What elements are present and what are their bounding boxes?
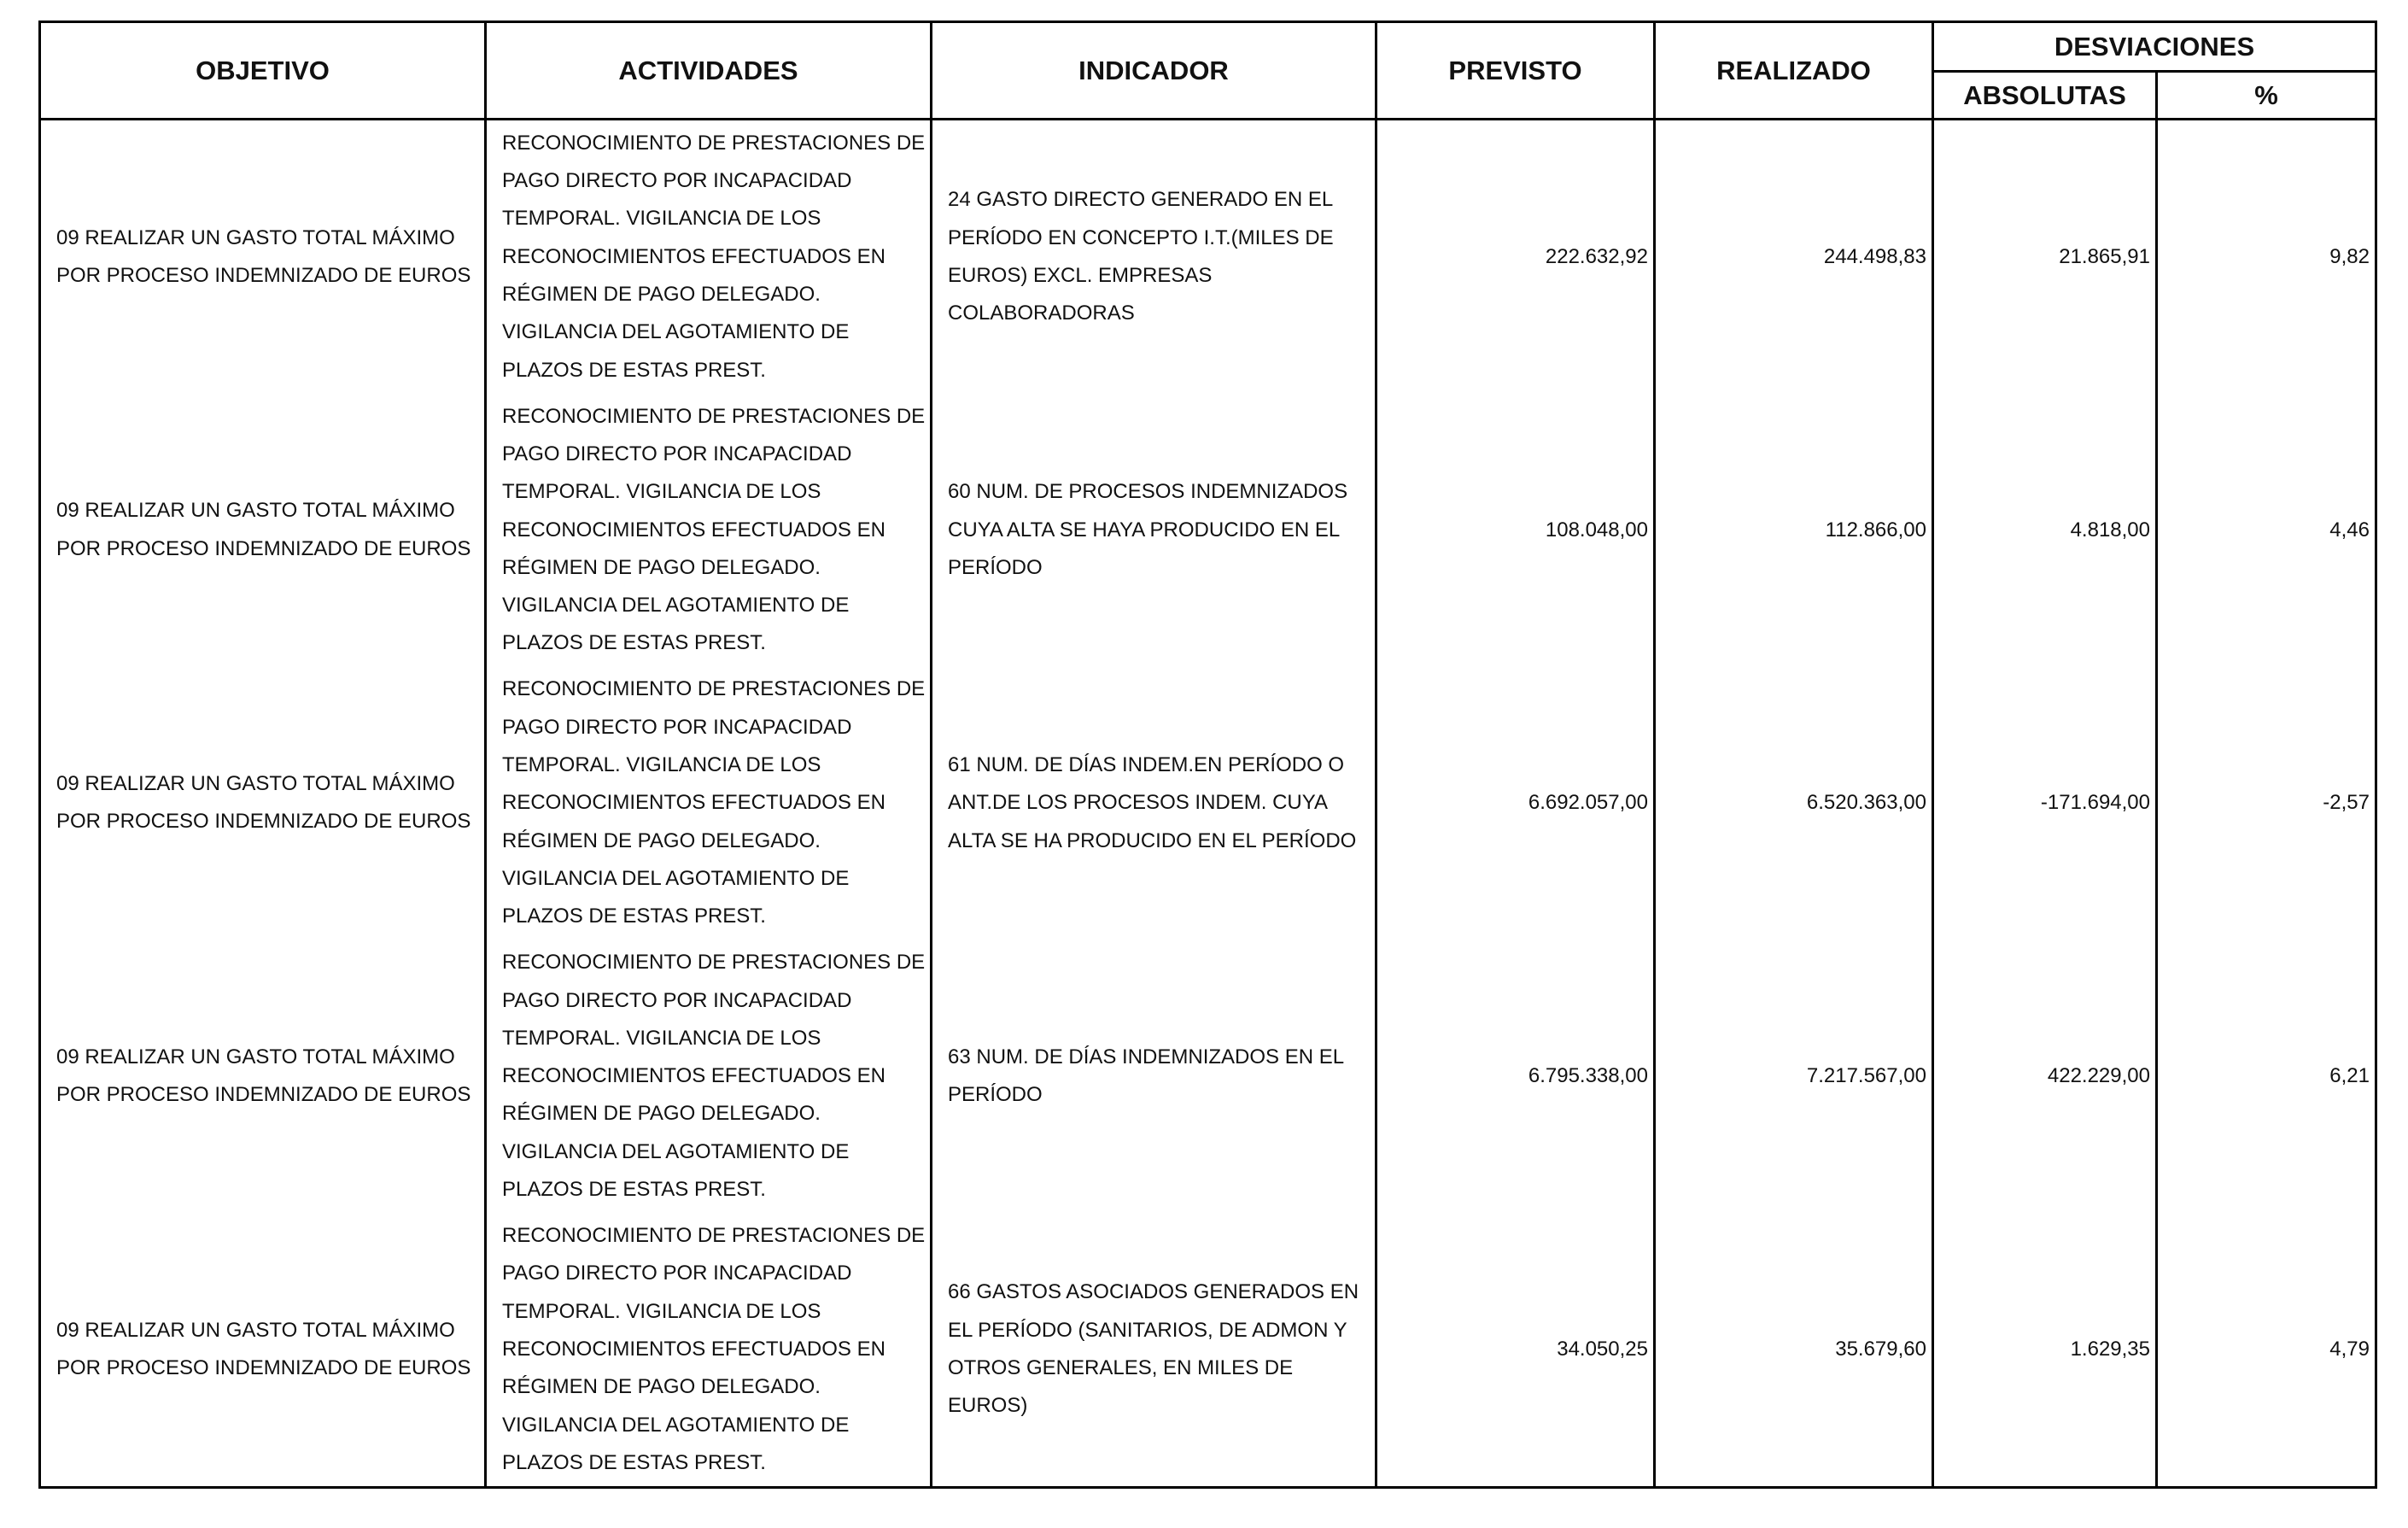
cell-absolutas: 422.229,00	[1933, 940, 2157, 1213]
cell-absolutas: -171.694,00	[1933, 667, 2157, 940]
cell-porcentaje: -2,57	[2157, 667, 2376, 940]
cell-actividades: RECONOCIMIENTO DE PRESTACIONES DE PAGO DIRECTO POR INCAPACIDAD TEMPORAL. VIGILANCIA DE LOS RECONOCIMIENTOS EFECTUADOS EN RÉGIMEN DE PAGO DELEGADO. VIGILANCIA DEL AGOTAMIENTO DE PLAZOS DE ESTAS PREST.	[486, 940, 932, 1213]
header-actividades: ACTIVIDADES	[486, 22, 932, 120]
cell-porcentaje: 4,79	[2157, 1213, 2376, 1487]
header-realizado: REALIZADO	[1655, 22, 1933, 120]
cell-previsto: 222.632,92	[1376, 120, 1655, 394]
cell-previsto: 34.050,25	[1376, 1213, 1655, 1487]
cell-indicador: 24 GASTO DIRECTO GENERADO EN EL PERÍODO EN CONCEPTO I.T.(MILES DE EUROS) EXCL. EMPRESAS COLABORADORAS	[932, 120, 1376, 394]
cell-porcentaje: 6,21	[2157, 940, 2376, 1213]
table-row	[40, 120, 2376, 394]
cell-realizado: 7.217.567,00	[1655, 940, 1933, 1213]
table-body	[40, 120, 2376, 1488]
table-row	[40, 667, 2376, 940]
cell-objetivo: 09 REALIZAR UN GASTO TOTAL MÁXIMO POR PROCESO INDEMNIZADO DE EUROS	[40, 394, 486, 667]
header-previsto: PREVISTO	[1376, 22, 1655, 120]
cell-actividades: RECONOCIMIENTO DE PRESTACIONES DE PAGO DIRECTO POR INCAPACIDAD TEMPORAL. VIGILANCIA DE LOS RECONOCIMIENTOS EFECTUADOS EN RÉGIMEN DE PAGO DELEGADO. VIGILANCIA DEL AGOTAMIENTO DE PLAZOS DE ESTAS PREST.	[486, 667, 932, 940]
cell-objetivo: 09 REALIZAR UN GASTO TOTAL MÁXIMO POR PROCESO INDEMNIZADO DE EUROS	[40, 1213, 486, 1487]
cell-realizado: 6.520.363,00	[1655, 667, 1933, 940]
cell-realizado: 35.679,60	[1655, 1213, 1933, 1487]
cell-absolutas: 4.818,00	[1933, 394, 2157, 667]
cell-previsto: 6.795.338,00	[1376, 940, 1655, 1213]
header-porcentaje: %	[2157, 72, 2376, 120]
header-absolutas: ABSOLUTAS	[1933, 72, 2157, 120]
indicators-table	[38, 20, 2377, 1489]
cell-porcentaje: 9,82	[2157, 120, 2376, 394]
table-row	[40, 940, 2376, 1213]
header-desviaciones: DESVIACIONES	[1933, 22, 2376, 72]
cell-objetivo: 09 REALIZAR UN GASTO TOTAL MÁXIMO POR PROCESO INDEMNIZADO DE EUROS	[40, 940, 486, 1213]
cell-actividades: RECONOCIMIENTO DE PRESTACIONES DE PAGO DIRECTO POR INCAPACIDAD TEMPORAL. VIGILANCIA DE LOS RECONOCIMIENTOS EFECTUADOS EN RÉGIMEN DE PAGO DELEGADO. VIGILANCIA DEL AGOTAMIENTO DE PLAZOS DE ESTAS PREST.	[486, 120, 932, 394]
cell-previsto: 108.048,00	[1376, 394, 1655, 667]
cell-absolutas: 1.629,35	[1933, 1213, 2157, 1487]
cell-indicador: 63 NUM. DE DÍAS INDEMNIZADOS EN EL PERÍODO	[932, 940, 1376, 1213]
cell-realizado: 112.866,00	[1655, 394, 1933, 667]
header-objetivo: OBJETIVO	[40, 22, 486, 120]
cell-realizado: 244.498,83	[1655, 120, 1933, 394]
cell-indicador: 66 GASTOS ASOCIADOS GENERADOS EN EL PERÍODO (SANITARIOS, DE ADMON Y OTROS GENERALES, EN MILES DE EUROS)	[932, 1213, 1376, 1487]
cell-indicador: 61 NUM. DE DÍAS INDEM.EN PERÍODO O ANT.DE LOS PROCESOS INDEM. CUYA ALTA SE HA PRODUCIDO EN EL PERÍODO	[932, 667, 1376, 940]
cell-actividades: RECONOCIMIENTO DE PRESTACIONES DE PAGO DIRECTO POR INCAPACIDAD TEMPORAL. VIGILANCIA DE LOS RECONOCIMIENTOS EFECTUADOS EN RÉGIMEN DE PAGO DELEGADO. VIGILANCIA DEL AGOTAMIENTO DE PLAZOS DE ESTAS PREST.	[486, 394, 932, 667]
cell-objetivo: 09 REALIZAR UN GASTO TOTAL MÁXIMO POR PROCESO INDEMNIZADO DE EUROS	[40, 667, 486, 940]
cell-actividades: RECONOCIMIENTO DE PRESTACIONES DE PAGO DIRECTO POR INCAPACIDAD TEMPORAL. VIGILANCIA DE LOS RECONOCIMIENTOS EFECTUADOS EN RÉGIMEN DE PAGO DELEGADO. VIGILANCIA DEL AGOTAMIENTO DE PLAZOS DE ESTAS PREST.	[486, 1213, 932, 1487]
header-indicador: INDICADOR	[932, 22, 1376, 120]
cell-porcentaje: 4,46	[2157, 394, 2376, 667]
cell-previsto: 6.692.057,00	[1376, 667, 1655, 940]
cell-absolutas: 21.865,91	[1933, 120, 2157, 394]
table-header	[40, 22, 2376, 120]
table-row	[40, 1213, 2376, 1487]
table-row	[40, 394, 2376, 667]
cell-objetivo: 09 REALIZAR UN GASTO TOTAL MÁXIMO POR PROCESO INDEMNIZADO DE EUROS	[40, 120, 486, 394]
cell-indicador: 60 NUM. DE PROCESOS INDEMNIZADOS CUYA ALTA SE HAYA PRODUCIDO EN EL PERÍODO	[932, 394, 1376, 667]
